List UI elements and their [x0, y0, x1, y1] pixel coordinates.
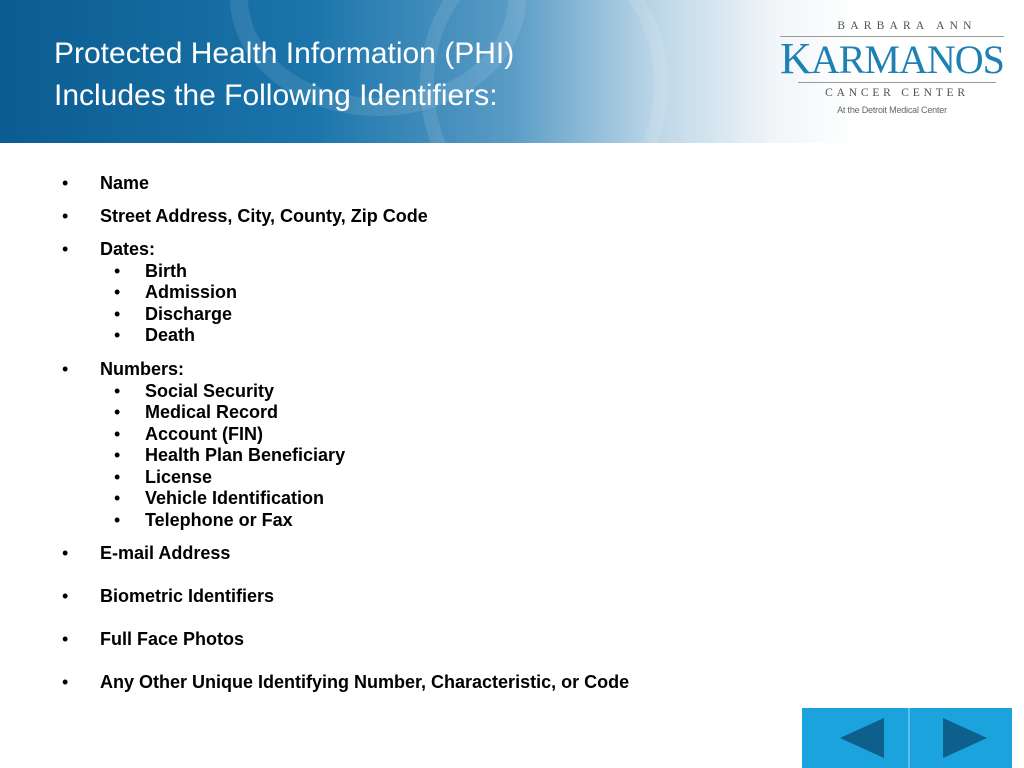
- sub-list-item: [114, 324, 196, 346]
- list-item: [62, 628, 245, 650]
- bullet-icon: •: [62, 586, 69, 606]
- list-item-label: Any Other Unique Identifying Number, Characteristic, or Code: [100, 672, 630, 692]
- logo-tagline: At the Detroit Medical Center: [837, 105, 947, 115]
- list-item: [62, 671, 630, 693]
- list-item-label: E-mail Address: [100, 543, 231, 563]
- sub-list-item-label: Discharge: [145, 304, 233, 324]
- sub-list-item: [114, 260, 187, 282]
- sub-list-item-label: Medical Record: [145, 402, 279, 422]
- list-item-label: Biometric Identifiers: [100, 586, 275, 606]
- next-slide-button[interactable]: [943, 718, 987, 758]
- sub-list-item: [114, 423, 263, 445]
- bullet-icon: •: [62, 239, 69, 259]
- bullet-icon: •: [114, 282, 121, 302]
- list-item: [62, 542, 231, 564]
- list-item-label: Street Address, City, County, Zip Code: [100, 206, 428, 226]
- list-item-label: Full Face Photos: [100, 629, 245, 649]
- logo-brand-rest: ARMANOS: [810, 37, 1004, 82]
- list-item-label: Dates:: [100, 239, 156, 259]
- sub-list-item-label: Social Security: [145, 381, 275, 401]
- bullet-icon: •: [114, 402, 121, 422]
- sub-list-item-label: Death: [145, 325, 196, 345]
- sub-list-item-label: Health Plan Beneficiary: [145, 445, 346, 465]
- bullet-icon: •: [114, 304, 121, 324]
- list-item-label: Numbers:: [100, 359, 185, 379]
- list-item-label: Name: [100, 173, 150, 193]
- logo-brand-initial: K: [780, 34, 811, 83]
- logo-top-text: BARBARA ANN: [837, 20, 977, 32]
- previous-slide-button[interactable]: [840, 718, 884, 758]
- sub-list-item: [114, 466, 213, 488]
- title-line-1: Protected Health Information (PHI): [54, 37, 515, 70]
- list-item: [62, 358, 185, 380]
- logo-sub-text: CANCER CENTER: [798, 82, 996, 99]
- bullet-icon: •: [114, 261, 121, 281]
- bullet-icon: •: [114, 488, 121, 508]
- bullet-icon: •: [62, 543, 69, 563]
- sub-list-item-label: Telephone or Fax: [145, 510, 293, 530]
- sub-list-item-label: Vehicle Identification: [145, 488, 325, 508]
- sub-list-item-label: Birth: [145, 261, 187, 281]
- bullet-icon: •: [114, 325, 121, 345]
- sub-list-item-label: License: [145, 467, 213, 487]
- sub-list-item: [114, 380, 275, 402]
- nav-divider: [908, 708, 910, 768]
- bullet-icon: •: [114, 467, 121, 487]
- list-item: [62, 238, 156, 260]
- sub-list-item-label: Account (FIN): [145, 424, 263, 444]
- bullet-icon: •: [62, 359, 69, 379]
- bullet-icon: •: [114, 510, 121, 530]
- sub-list-item: [114, 401, 279, 423]
- slide-navigation: [802, 708, 1012, 768]
- bullet-icon: •: [114, 381, 121, 401]
- list-item: [62, 172, 150, 194]
- bullet-icon: •: [62, 206, 69, 226]
- left-triangle-icon: [840, 718, 884, 758]
- sub-list-item: [114, 509, 293, 531]
- bullet-icon: •: [114, 445, 121, 465]
- title-line-2: Includes the Following Identifiers:: [54, 79, 498, 112]
- sub-list-item: [114, 444, 346, 466]
- right-triangle-icon: [943, 718, 987, 758]
- sub-list-item-label: Admission: [145, 282, 238, 302]
- sub-list-item: [114, 303, 233, 325]
- bullet-icon: •: [62, 672, 69, 692]
- list-item: [62, 205, 428, 227]
- bullet-icon: •: [114, 424, 121, 444]
- bullet-icon: •: [62, 173, 69, 193]
- sub-list-item: [114, 281, 238, 303]
- sub-list-item: [114, 487, 325, 509]
- bullet-icon: •: [62, 629, 69, 649]
- list-item: [62, 585, 275, 607]
